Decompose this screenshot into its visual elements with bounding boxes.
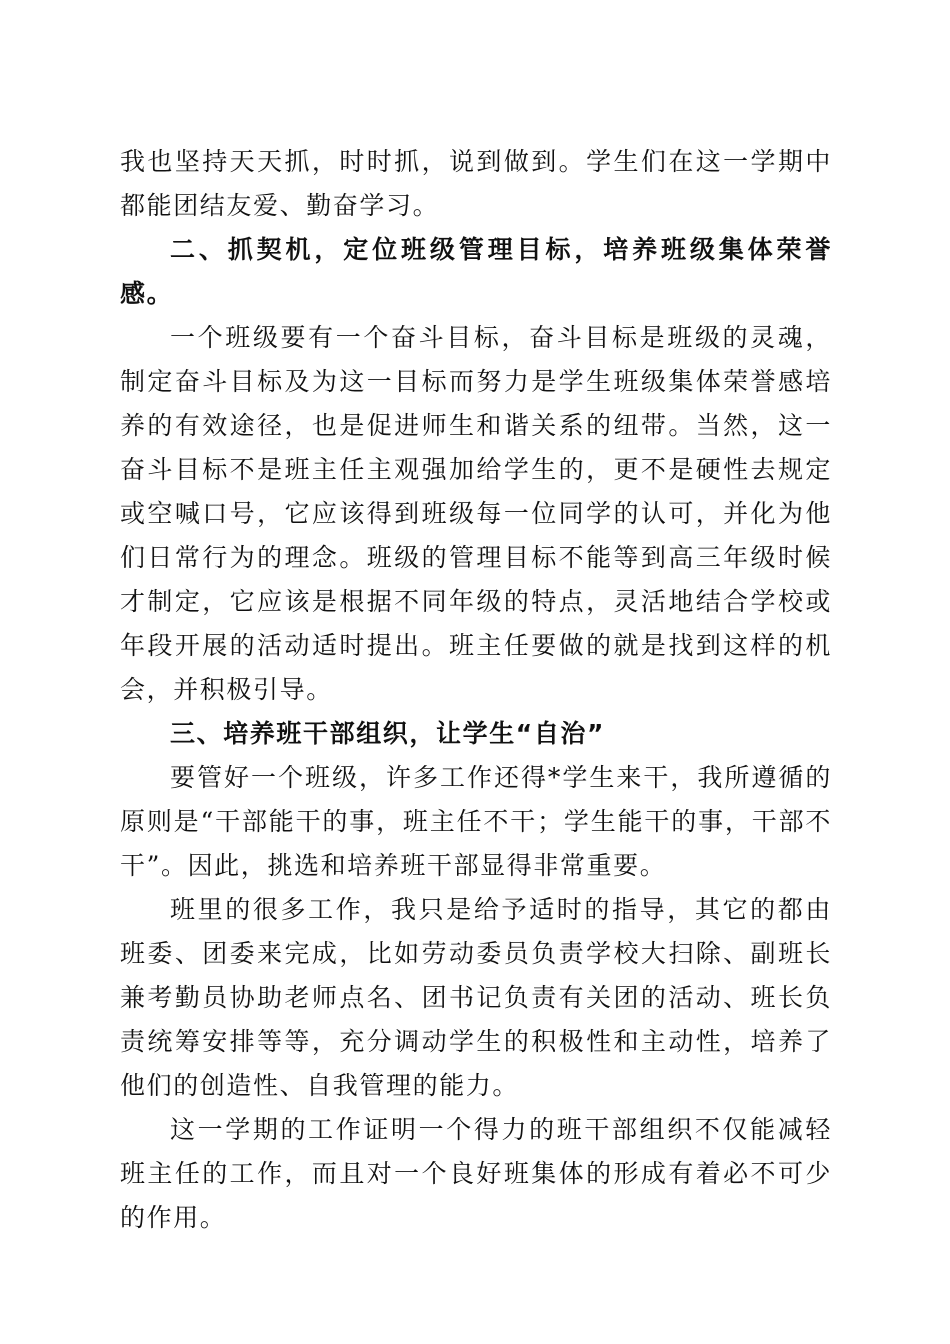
document-body [120,140,832,1240]
paragraph-self-governance: 要管好一个班级，许多工作还得*学生来干，我所遵循的原则是“干部能干的事，班主任不干；学生能干的事，干部不干”。因此，挑选和培养班干部显得非常重要。 [120,763,832,880]
paragraph-class-goal: 一个班级要有一个奋斗目标，奋斗目标是班级的灵魂，制定奋斗目标及为这一目标而努力是学生班级集体荣誉感培养的有效途径，也是促进师生和谐关系的纽带。当然，这一奋斗目标不是班主任主观强加给学生的，更不是硬性去规定或空喊口号，它应该得到班级每一位同学的认可，并化为他们日常行为的理念。班级的管理目标不能等到高三年级时候才制定，它应该是根据不同年级的特点，灵活地结合学校或年段开展的活动适时提出。班主任要做的就是找到这样的机会，并积极引导。 [120,323,832,704]
section-heading-2: 二、抓契机，定位班级管理目标，培养班级集体荣誉感。 [120,235,832,308]
paragraph-class-committee: 班里的很多工作，我只是给予适时的指导，其它的都由班委、团委来完成，比如劳动委员负责学校大扫除、副班长兼考勤员协助老师点名、团书记负责有关团的活动、班长负责统筹安排等等，充分调动学生的积极性和主动性，培养了他们的创造性、自我管理的能力。 [120,895,832,1100]
paragraph-conclusion: 这一学期的工作证明一个得力的班干部组织不仅能减轻班主任的工作，而且对一个良好班集体的形成有着必不可少的作用。 [120,1115,832,1232]
section-heading-3: 三、培养班干部组织，让学生“自治” [170,719,606,748]
paragraph-continuation: 我也坚持天天抓，时时抓，说到做到。学生们在这一学期中都能团结友爱、勤奋学习。 [120,147,832,220]
